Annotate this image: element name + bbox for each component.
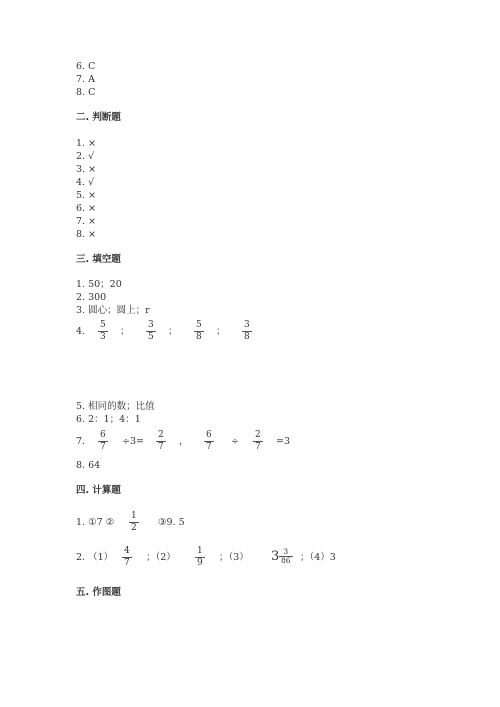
answer-line: 6. C	[76, 61, 96, 72]
denominator: 7	[100, 442, 106, 452]
answer-text: ；（3）	[219, 552, 249, 563]
section-heading: 二. 判断题	[76, 112, 121, 123]
numerator: 5	[100, 320, 106, 330]
section-heading: 三. 填空题	[76, 254, 121, 265]
numerator: 6	[100, 430, 106, 440]
answer-line: 6. 2：1；4：1	[76, 414, 141, 425]
numerator: 4	[124, 546, 130, 556]
numerator: 2	[158, 430, 164, 440]
answer-text: ；（2）	[146, 552, 176, 563]
answer-line: 7. A	[76, 74, 95, 85]
numerator: 2	[255, 430, 261, 440]
numerator: 3	[148, 320, 154, 330]
answer-line: 1. 50；20	[76, 279, 122, 290]
denominator: 86	[281, 556, 291, 565]
answer-line: 3. 圆心；圆上；r	[76, 305, 150, 316]
numerator: 3	[283, 547, 289, 556]
answer-text: ③9. 5	[158, 517, 185, 528]
denominator: 3	[100, 332, 106, 342]
answer-line: 2. 300	[76, 292, 107, 303]
question-label: 4.	[76, 326, 86, 337]
denominator: 7	[158, 442, 164, 452]
fraction	[194, 320, 204, 343]
numerator: 6	[206, 430, 212, 440]
answer-text: 1. ①7 ②	[76, 517, 115, 528]
fraction	[156, 430, 166, 453]
answer-line: 2. √	[76, 151, 95, 162]
numerator: 1	[131, 511, 137, 521]
separator: ；	[216, 326, 226, 337]
fraction	[146, 320, 156, 343]
answer-text: ；（4）3	[300, 552, 336, 563]
answer-line: 7. ×	[76, 216, 97, 227]
separator: ；	[120, 326, 130, 337]
answer-line: 3. ×	[76, 164, 97, 175]
fraction	[279, 548, 293, 565]
answer-line: 8. C	[76, 87, 96, 98]
numerator: 5	[196, 320, 202, 330]
answer-line: 5. 相同的数；比值	[76, 401, 155, 412]
denominator: 8	[196, 332, 202, 342]
answer-text: 2. （1）	[76, 552, 114, 563]
answer-line: 8. 64	[76, 460, 101, 471]
fraction	[242, 320, 252, 343]
fraction	[195, 546, 205, 569]
fraction	[253, 430, 263, 453]
denominator: 9	[197, 558, 203, 568]
answer-line: 4. √	[76, 177, 95, 188]
fraction	[122, 546, 132, 569]
fraction	[129, 511, 139, 534]
question-label: 7.	[76, 436, 86, 447]
numerator: 1	[197, 546, 203, 556]
denominator: 8	[244, 332, 250, 342]
numerator: 3	[244, 320, 250, 330]
answer-line: 6. ×	[76, 203, 97, 214]
operator: ÷3=	[122, 436, 144, 447]
fraction	[204, 430, 214, 453]
mixed-number-integer: 3	[271, 549, 280, 564]
fraction	[98, 320, 108, 343]
denominator: 7	[206, 442, 212, 452]
section-heading: 四. 计算题	[76, 485, 121, 496]
answer-line: 1. ×	[76, 138, 97, 149]
denominator: 7	[255, 442, 261, 452]
separator: ，	[179, 436, 189, 447]
separator: ；	[168, 326, 178, 337]
operator: ÷	[231, 436, 239, 447]
operator: =3	[276, 436, 291, 447]
answer-line: 5. ×	[76, 190, 97, 201]
denominator: 5	[148, 332, 154, 342]
denominator: 7	[124, 558, 130, 568]
answer-line: 8. ×	[76, 229, 97, 240]
denominator: 2	[131, 523, 137, 533]
fraction	[98, 430, 108, 453]
section-heading: 五. 作图题	[76, 587, 121, 598]
